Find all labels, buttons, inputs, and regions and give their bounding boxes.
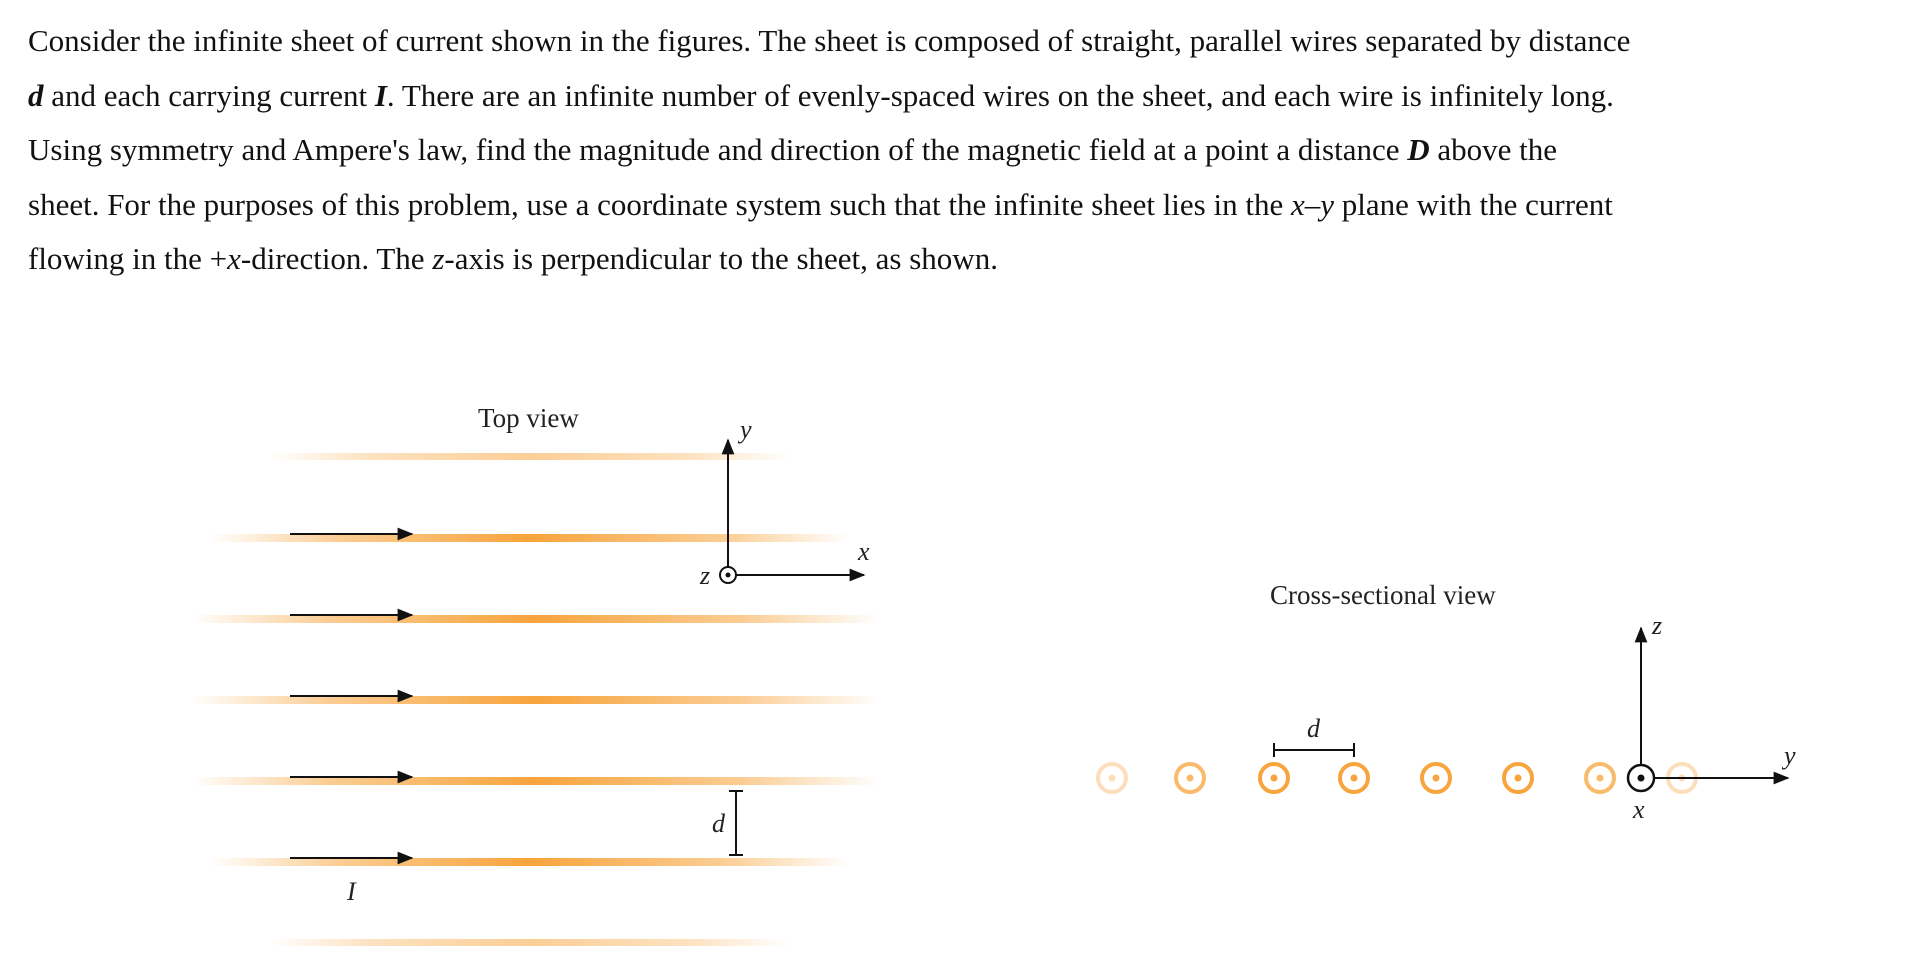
var-I: I bbox=[374, 77, 387, 113]
top-wire-4 bbox=[190, 696, 880, 704]
cross-view-title: Cross-sectional view bbox=[1270, 580, 1496, 610]
cross-view bbox=[1098, 580, 1796, 824]
cross-axis-x-label: x bbox=[1633, 795, 1645, 824]
var-D: D bbox=[1407, 132, 1430, 167]
problem-line-2: d and each carrying current I. There are an infinite number of evenly-spaced wires on the sheet, and each wire is infinitely long. bbox=[28, 77, 1614, 113]
problem-line-3: Using symmetry and Ampere's law, find the magnitude and direction of the magnetic field at a point a distance D above the bbox=[28, 132, 1558, 167]
cross-wire-7 bbox=[1586, 764, 1614, 792]
top-view bbox=[190, 403, 880, 946]
top-wire-1 bbox=[270, 453, 790, 460]
cross-wire-3 bbox=[1260, 764, 1288, 792]
cross-x-dot-icon bbox=[1638, 775, 1645, 782]
top-z-dot-icon bbox=[726, 573, 731, 578]
problem-line-5: flowing in the +x-direction. The z-axis is perpendicular to the sheet, as shown. bbox=[28, 241, 998, 276]
current-label: I bbox=[347, 877, 356, 906]
cross-wire-6 bbox=[1504, 764, 1532, 792]
var-z: z bbox=[432, 241, 445, 276]
top-axis-x-label: x bbox=[858, 537, 870, 566]
top-wire-5 bbox=[190, 777, 880, 785]
var-x: x bbox=[227, 241, 241, 276]
var-xy: x–y bbox=[1290, 186, 1335, 222]
cross-wire-4 bbox=[1340, 764, 1368, 792]
top-wire-3 bbox=[190, 615, 880, 623]
problem-line-4: sheet. For the purposes of this problem, use a coordinate system such that the infinite sheet lies in the x–y plane with the current bbox=[28, 186, 1613, 222]
top-axis-z-label: z bbox=[700, 561, 711, 590]
cross-axis-z-label: z bbox=[1652, 611, 1663, 640]
top-view-title: Top view bbox=[478, 403, 579, 433]
top-d-label: d bbox=[712, 809, 725, 838]
problem-line-1: Consider the infinite sheet of current shown in the figures. The sheet is composed of straight, parallel wires separated by distance bbox=[28, 23, 1631, 58]
top-wire-2 bbox=[210, 534, 850, 542]
var-d: d bbox=[28, 77, 44, 113]
cross-d-label: d bbox=[1307, 714, 1320, 743]
cross-wire-1 bbox=[1098, 764, 1126, 792]
cross-wire-5 bbox=[1422, 764, 1450, 792]
top-wire-7 bbox=[270, 939, 790, 946]
top-wire-6 bbox=[210, 858, 850, 866]
cross-wire-2 bbox=[1176, 764, 1204, 792]
top-axis-y-label: y bbox=[740, 415, 752, 444]
cross-axis-y-label: y bbox=[1784, 741, 1796, 770]
